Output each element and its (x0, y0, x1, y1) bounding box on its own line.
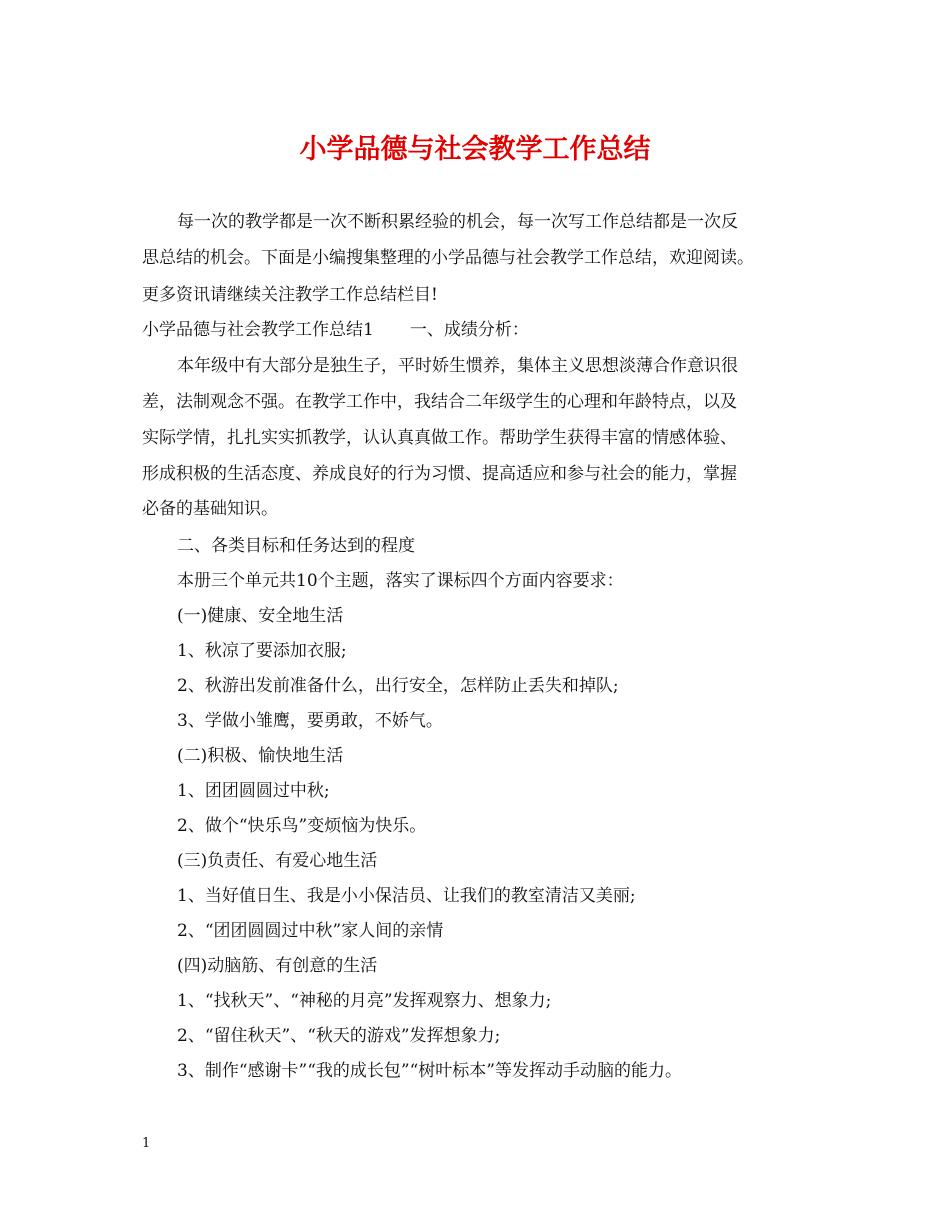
subtitle: 小学品德与社会教学工作总结1 (142, 320, 374, 340)
section-heading: 二、各类目标和任务达到的程度 (177, 536, 415, 556)
list-item: 1、当好值日生、我是小小保洁员、让我们的教室清洁又美丽; (177, 886, 636, 906)
list-item: 1、“找秋天”、“神秘的月亮”发挥观察力、想象力; (177, 991, 552, 1011)
list-item: 2、“留住秋天”、“秋天的游戏”发挥想象力; (177, 1026, 501, 1046)
paragraph-line: 形成积极的生活态度、养成良好的行为习惯、提高适应和参与社会的能力，掌握 (142, 464, 737, 484)
subsection-heading: (三)负责任、有爱心地生活 (177, 851, 378, 871)
paragraph-line: 实际学情，扎扎实实抓教学，认认真真做工作。帮助学生获得丰富的情感体验、 (142, 428, 737, 448)
paragraph-line: 本年级中有大部分是独生子，平时娇生惯养，集体主义思想淡薄合作意识很 (177, 356, 738, 376)
intro-line: 每一次的教学都是一次不断积累经验的机会，每一次写工作总结都是一次反 (177, 212, 738, 232)
text-line: 本册三个单元共10个主题，落实了课标四个方面内容要求： (177, 571, 624, 591)
list-item: 3、制作“感谢卡”“我的成长包”“树叶标本”等发挥动手动脑的能力。 (177, 1061, 682, 1081)
page-number: 1 (142, 1136, 151, 1151)
list-item: 1、秋凉了要添加衣服; (177, 641, 347, 661)
list-item: 3、学做小雏鹰，要勇敢，不娇气。 (177, 711, 443, 731)
subtitle-line (142, 318, 529, 342)
subsection-heading: (四)动脑筋、有创意的生活 (177, 956, 378, 976)
paragraph-line: 差，法制观念不强。在教学工作中，我结合二年级学生的心理和年龄特点，以及 (142, 392, 737, 412)
document-title: 小学品德与社会教学工作总结 (299, 134, 651, 165)
list-item: 1、团团圆圆过中秋; (177, 781, 330, 801)
intro-line: 更多资讯请继续关注教学工作总结栏目! (142, 285, 438, 305)
list-item: 2、做个“快乐鸟”变烦恼为快乐。 (177, 816, 427, 836)
subsection-heading: (二)积极、愉快地生活 (177, 746, 344, 766)
paragraph-line: 必备的基础知识。 (142, 499, 278, 519)
list-item: 2、“团团圆圆过中秋”家人间的亲情 (177, 921, 444, 941)
section-heading: 一、成绩分析： (409, 320, 529, 340)
list-item: 2、秋游出发前准备什么，出行安全，怎样防止丢失和掉队; (177, 676, 619, 696)
subsection-heading: (一)健康、安全地生活 (177, 606, 344, 626)
intro-line: 思总结的机会。下面是小编搜集整理的小学品德与社会教学工作总结，欢迎阅读。 (142, 248, 754, 268)
